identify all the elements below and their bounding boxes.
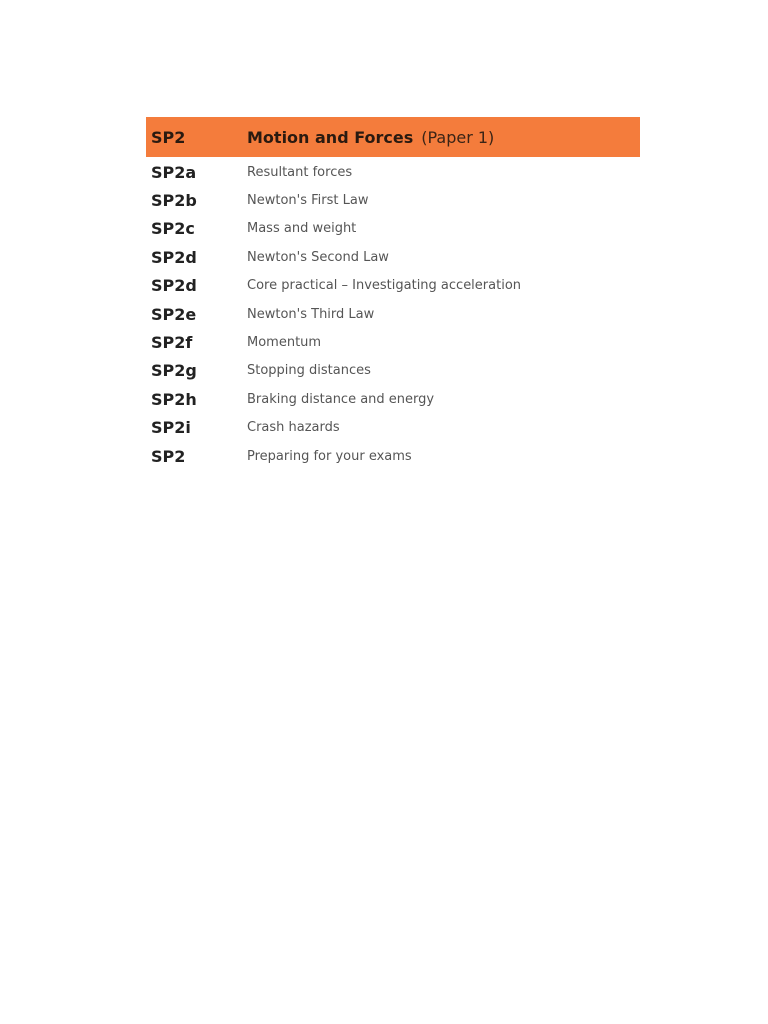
topic-title: Newton's Third Law (247, 306, 375, 322)
section-title-text: Motion and Forces (247, 127, 414, 147)
topic-code: SP2d (151, 276, 197, 296)
topic-code: SP2i (151, 418, 191, 438)
topic-title: Newton's First Law (247, 193, 369, 209)
topic-row (146, 328, 640, 356)
topic-title: Stopping distances (247, 363, 371, 379)
topic-code: SP2e (151, 304, 197, 324)
section-code: SP2 (151, 127, 186, 147)
topic-title: Mass and weight (247, 221, 357, 237)
topic-row (146, 215, 640, 243)
topic-code: SP2g (151, 361, 197, 381)
topic-row (146, 385, 640, 413)
section-title (247, 128, 494, 147)
topic-code: SP2h (151, 389, 197, 409)
topic-row (146, 414, 640, 442)
topic-list (146, 158, 640, 470)
topic-title: Braking distance and energy (247, 391, 435, 407)
topic-title: Core practical – Investigating acceleration (247, 278, 522, 294)
topic-row (146, 158, 640, 186)
topic-code: SP2c (151, 219, 195, 239)
topic-title: Momentum (247, 335, 322, 351)
section-paper: (Paper 1) (421, 127, 495, 147)
topic-title: Preparing for your exams (247, 448, 412, 464)
topic-title: Resultant forces (247, 164, 353, 180)
topic-title: Crash hazards (247, 420, 340, 436)
topic-row (146, 300, 640, 328)
topic-row (146, 442, 640, 470)
topic-code: SP2 (151, 446, 186, 466)
topic-table (146, 117, 640, 470)
topic-code: SP2d (151, 247, 197, 267)
topic-row (146, 272, 640, 300)
topic-code: SP2f (151, 333, 193, 353)
topic-row (146, 186, 640, 214)
topic-title: Newton's Second Law (247, 249, 389, 265)
section-header (146, 117, 640, 157)
topic-row (146, 357, 640, 385)
topic-code: SP2a (151, 162, 197, 182)
topic-code: SP2b (151, 191, 197, 211)
topic-row (146, 243, 640, 271)
